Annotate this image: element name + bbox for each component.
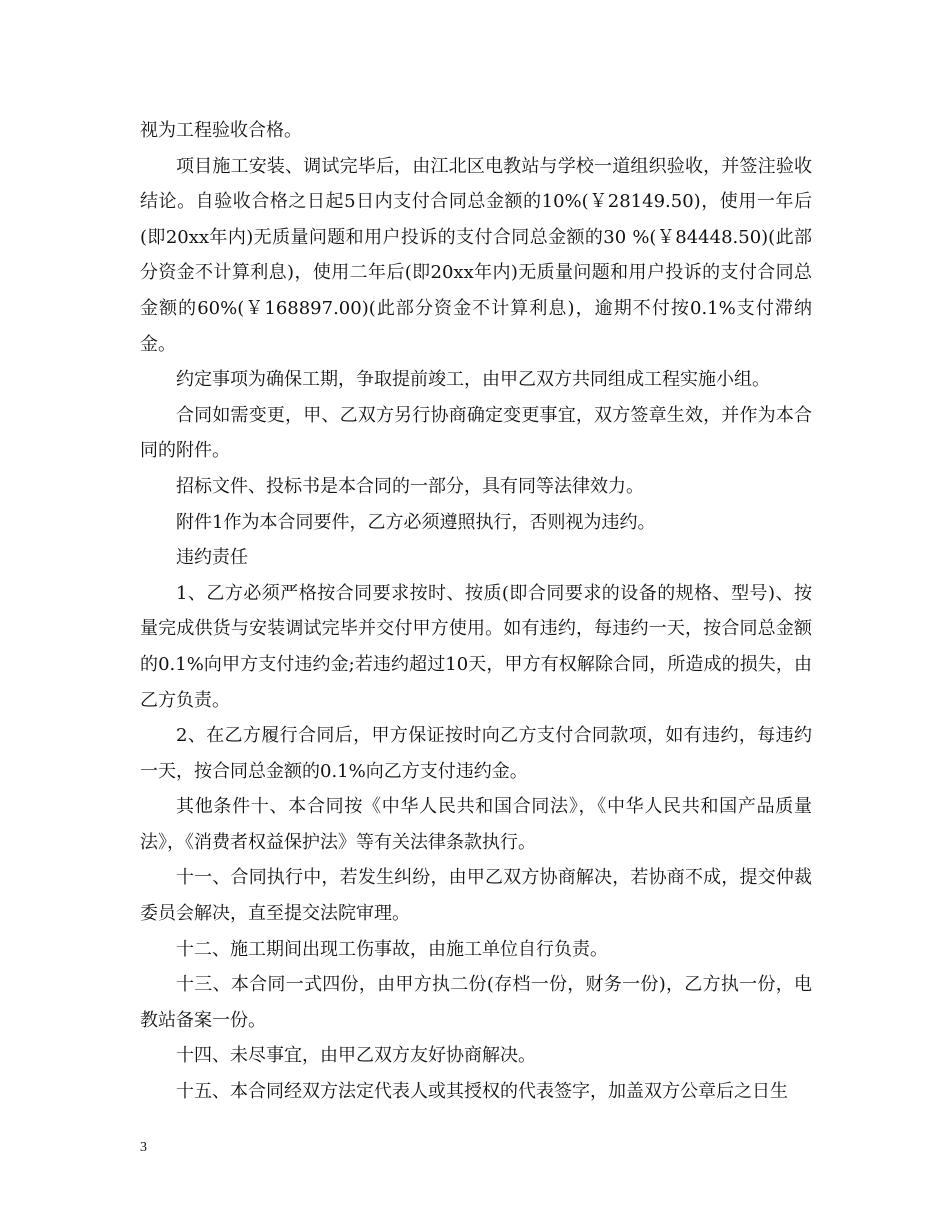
paragraph: 十三、本合同一式四份，由甲方执二份(存档一份，财务一份)，乙方执一份，电教站备案一份。 bbox=[140, 974, 812, 1031]
paragraph: 1、乙方必须严格按合同要求按时、按质(即合同要求的设备的规格、型号)、按量完成供货与安装调试完毕并交付甲方使用。如有违约，每违约一天，按合同总金额的0.1%向甲方支付违约金;若违约超过10天，甲方有权解除合同，所造成的损失，由乙方负责。 bbox=[140, 582, 812, 711]
paragraph: 2、在乙方履行合同后，甲方保证按时向乙方支付合同款项，如有违约，每违约一天，按合同总金额的0.1%向乙方支付违约金。 bbox=[140, 725, 812, 782]
paragraph: 约定事项为确保工期，争取提前竣工，由甲乙双方共同组成工程实施小组。 bbox=[176, 369, 770, 391]
section-heading: 违约责任 bbox=[176, 547, 248, 569]
paragraph: 十五、本合同经双方法定代表人或其授权的代表签字，加盖双方公章后之日生 bbox=[176, 1081, 788, 1103]
paragraph: 附件1作为本合同要件，乙方必须遵照执行，否则视为违约。 bbox=[176, 511, 656, 533]
paragraph: 十四、未尽事宜，由甲乙双方友好协商解决。 bbox=[176, 1045, 536, 1067]
paragraph: 合同如需变更，甲、乙双方另行协商确定变更事宜，双方签章生效，并作为本合同的附件。 bbox=[140, 404, 812, 462]
paragraph: 其他条件十、本合同按《中华人民共和国合同法》，《中华人民共和国产品质量法》，《消费者权益保护法》等有关法律条款执行。 bbox=[140, 796, 812, 853]
paragraph: 视为工程验收合格。 bbox=[140, 120, 302, 141]
page-number: 3 bbox=[140, 1140, 147, 1155]
paragraph: 十一、合同执行中，若发生纠纷，由甲乙双方协商解决，若协商不成，提交仲裁委员会解决，直至提交法院审理。 bbox=[140, 867, 812, 925]
paragraph: 十二、施工期间出现工伤事故，由施工单位自行负责。 bbox=[176, 938, 608, 960]
document-body bbox=[140, 113, 812, 1110]
paragraph: 项目施工安装、调试完毕后，由江北区电教站与学校一道组织验收，并签注验收结论。自验收合格之日起5日内支付合同总金额的10%(￥28149.50)，使用一年后(即20xx年内)无质量问题和用户投诉的支付合同总金额的30 %(￥84448.50)(此部分资金不计算利息)，使用二年后(即20xx年内)无质量问题和用户投诉的支付合同总金额的60%(￥168897.00)(此部分资金不计算利息)，逾期不付按0.1%支付滞纳金。 bbox=[140, 155, 812, 355]
paragraph: 招标文件、投标书是本合同的一部分，具有同等法律效力。 bbox=[176, 475, 644, 497]
